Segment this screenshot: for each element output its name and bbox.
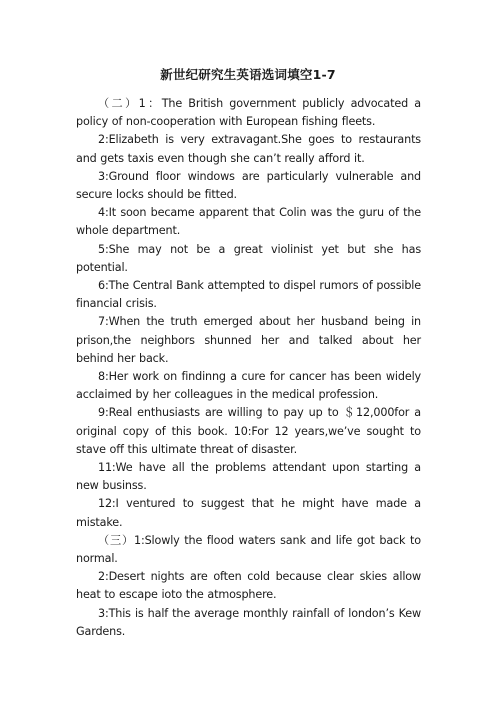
paragraph: 8:Her work on findinng a cure for cancer has been widely acclaimed by her colleagues in the medical profession.: [76, 370, 421, 402]
paragraph: 7:When the truth emerged about her husband being in prison,the neighbors shunned her and talked about her behind her back.: [76, 315, 421, 365]
paragraph: 9:Real enthusiasts are willing to pay up to ＄12,000for a original copy of this book. 10:For 12 years,we’ve sought to stave off this ultimate threat of disaster.: [76, 406, 421, 456]
paragraph: 6:The Central Bank attempted to dispel rumors of possible financial crisis.: [76, 279, 421, 311]
paragraph: 2:Desert nights are often cold because clear skies allow heat to escape ioto the atmosphere.: [76, 570, 421, 602]
paragraph: 12:I ventured to suggest that he might have made a mistake.: [76, 497, 421, 529]
paragraph: （三）1:Slowly the flood waters sank and life got back to normal.: [76, 533, 421, 566]
document-title: 新世纪研究生英语选词填空1-7: [160, 67, 336, 82]
paragraph: 3:This is half the average monthly rainfall of london’s Kew Gardens.: [76, 606, 421, 638]
paragraph: 5:She may not be a great violinist yet but she has potential.: [76, 242, 421, 274]
paragraph: 3:Ground floor windows are particularly vulnerable and secure locks should be fitted.: [76, 169, 421, 202]
paragraph: 2:Elizabeth is very extravagant.She goes to restaurants and gets taxis even though she can’t really afford it.: [76, 133, 421, 165]
document-body: [76, 95, 421, 641]
paragraph: 11:We have all the problems attendant upon starting a new businss.: [76, 461, 421, 493]
paragraph: （二）1：The British government publicly advocated a policy of non-cooperation with European fishing fleets.: [76, 97, 421, 129]
paragraph: 4:It soon became apparent that Colin was the guru of the whole department.: [76, 206, 421, 238]
